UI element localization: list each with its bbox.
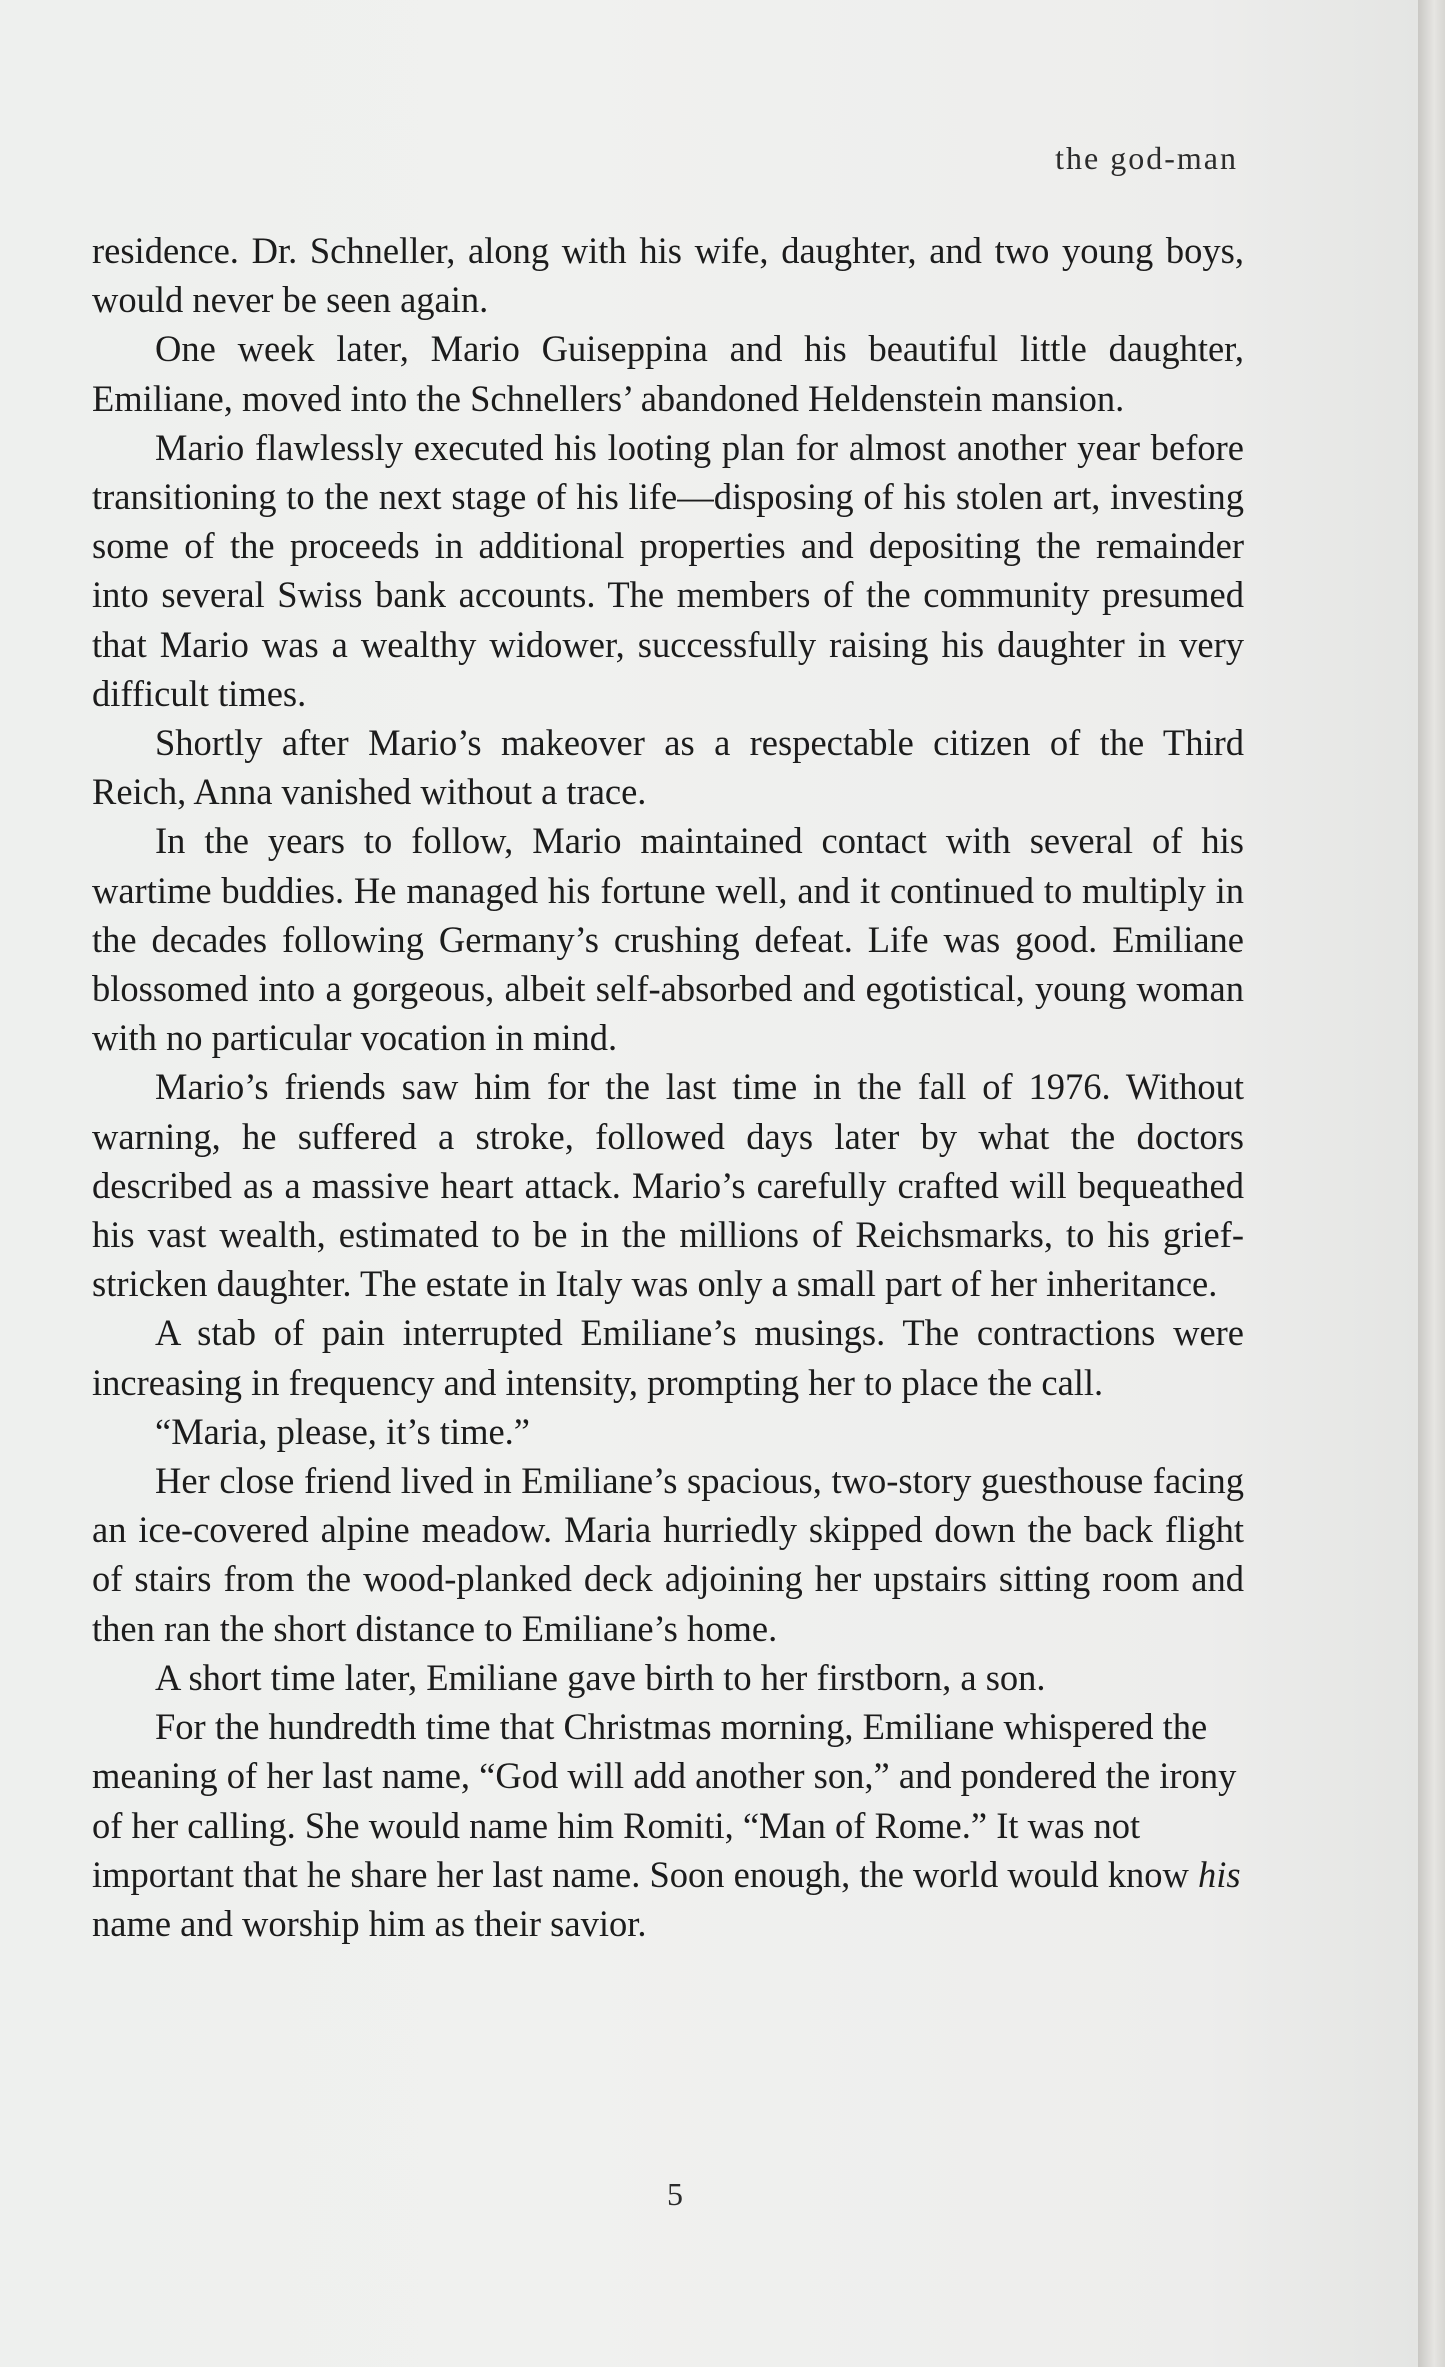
- running-head: the god-man: [1055, 140, 1238, 176]
- final-paragraph-text-end: name and worship him as their savior.: [92, 1902, 647, 1944]
- paragraph: In the years to follow, Mario maintained contact with several of his wartime buddies. He managed his fortune well, and it continued to multiply in the decades following Germany’s crushing defeat. Life was good. Emiliane blossomed into a gorgeous, albeit self-absorbed and egotistical, young woman with no particular vocation in mind.: [92, 820, 1244, 1059]
- paragraph: residence. Dr. Schneller, along with his wife, daughter, and two young boys, would never be seen again.: [92, 230, 1244, 321]
- paragraph: One week later, Mario Guiseppina and his beautiful little daughter, Emiliane, moved into the Schnellers’ abandoned Heldenstein mansion.: [92, 328, 1244, 419]
- paragraph: Mario flawlessly executed his looting plan for almost another year before transitioning to the next stage of his life—disposing of his stolen art, investing some of the proceeds in additional properties and depositing the remainder into several Swiss bank accounts. The members of the community presumed that Mario was a wealthy widower, successfully raising his daughter in very difficult times.: [92, 426, 1244, 714]
- paragraph: “Maria, please, it’s time.”: [155, 1410, 530, 1452]
- paragraph: Shortly after Mario’s makeover as a respectable citizen of the Third Reich, Anna vanished without a trace.: [92, 722, 1244, 813]
- body-text: [92, 226, 1244, 1948]
- final-paragraph: [92, 1702, 1244, 1948]
- page-number: 5: [667, 2176, 683, 2212]
- final-paragraph-text: For the hundredth time that Christmas morning, Emiliane whispered the meaning of her last name, “God will add another son,” and pondered the irony of her calling. She would name him Romiti, “Man of Rome.” It was not important that he share her last name. Soon enough, the world would know: [92, 1706, 1237, 1895]
- paragraph: Mario’s friends saw him for the last time in the fall of 1976. Without warning, he suffered a stroke, followed days later by what the doctors described as a massive heart attack. Mario’s carefully crafted will bequeathed his vast wealth, estimated to be in the millions of Reichsmarks, to his grief-stricken daughter. The estate in Italy was only a small part of her inheritance.: [92, 1066, 1244, 1305]
- paragraph: A stab of pain interrupted Emiliane’s musings. The contractions were increasing in frequency and intensity, prompting her to place the call.: [92, 1312, 1244, 1403]
- paragraph: Her close friend lived in Emiliane’s spacious, two-story guesthouse facing an ice-covered alpine meadow. Maria hurriedly skipped down the back flight of stairs from the wood-planked deck adjoining her upstairs sitting room and then ran the short distance to Emiliane’s home.: [92, 1460, 1244, 1649]
- paragraph: A short time later, Emiliane gave birth to her firstborn, a son.: [155, 1656, 1046, 1698]
- italic-emphasis: his: [1197, 1853, 1241, 1895]
- book-page-edge: [1418, 0, 1445, 2367]
